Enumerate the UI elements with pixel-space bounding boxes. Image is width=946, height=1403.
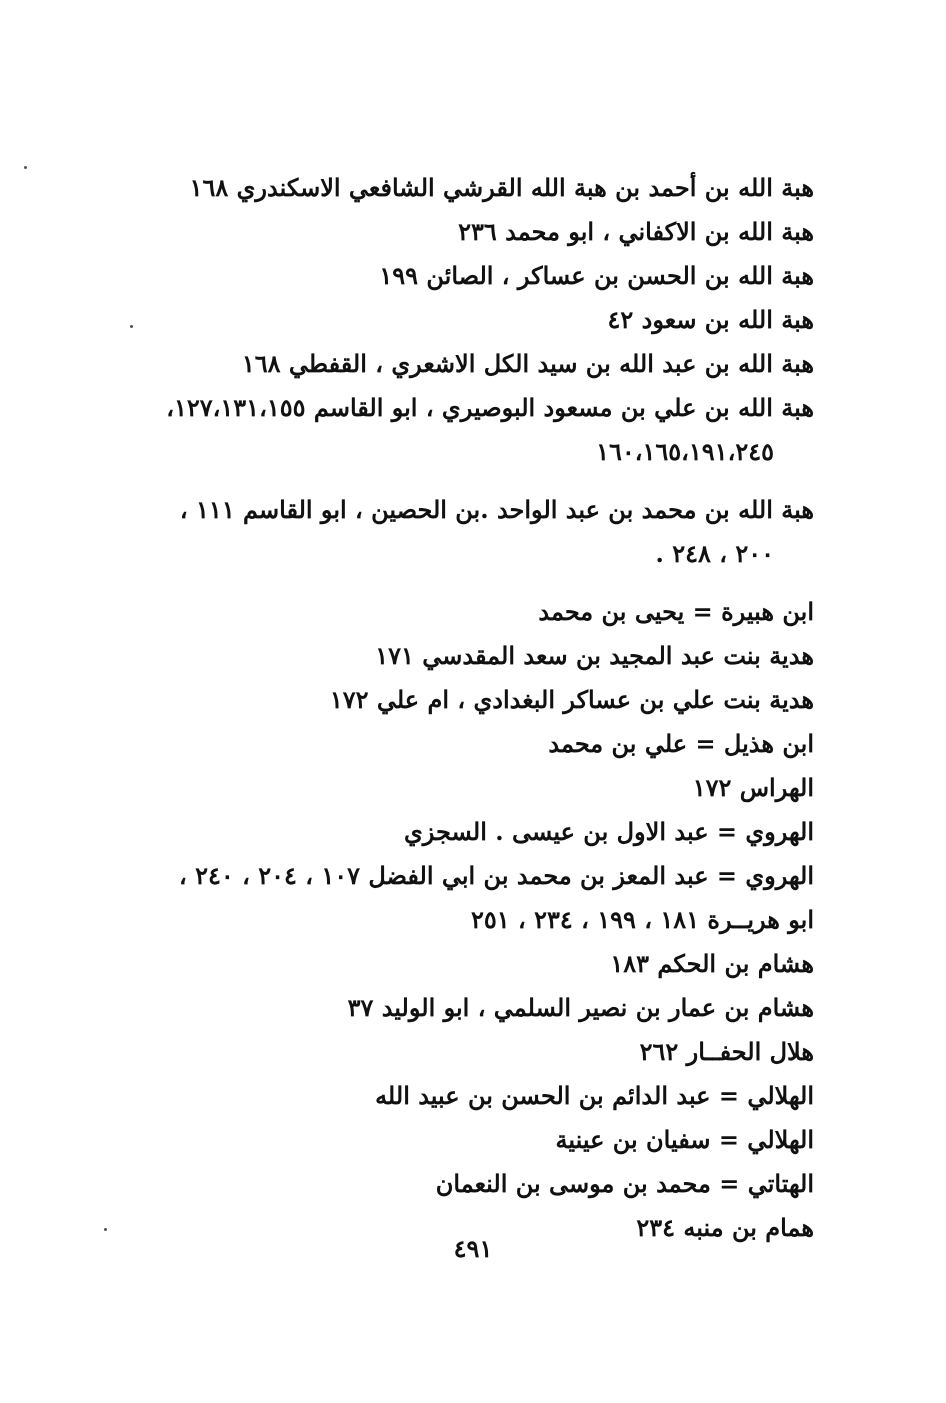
scan-speck: [130, 325, 133, 328]
index-entries: [154, 166, 814, 1250]
index-entry: ابن هذيل = علي بن محمد: [548, 729, 814, 758]
index-entry: الهلالي = سفيان بن عينية: [555, 1125, 814, 1154]
index-entry: الهراس ١٧٢: [692, 773, 814, 802]
index-entry: هلال الحفــار ٢٦٢: [639, 1037, 814, 1066]
index-entry: هبة الله بن الاكفاني ، ابو محمد ٢٣٦: [458, 217, 814, 246]
index-entry: هبة الله بن سعود ٤٢: [607, 305, 814, 334]
index-entry: هبة الله بن أحمد بن هبة الله القرشي الشافعي الاسكندري ١٦٨: [189, 173, 814, 202]
index-entry: الهلالي = عبد الدائم بن الحسن بن عبيد الله: [375, 1081, 814, 1110]
index-entry: همام بن منبه ٢٣٤: [636, 1213, 814, 1242]
index-entry: الهروي = عبد الاول بن عيسى . السجزي: [404, 817, 814, 846]
index-entry: هبة الله بن علي بن مسعود البوصيري ، ابو القاسم ١٢٧،١٣١،١٥٥،: [166, 393, 814, 422]
index-entry: هبة الله بن محمد بن عبد الواحد .بن الحصين ، ابو القاسم ١١١ ،: [179, 495, 814, 524]
index-entry: هبة الله بن عبد الله بن سيد الكل الاشعري ، القفطي ١٦٨: [241, 349, 814, 378]
index-entry-continuation: ٢٠٠ ، ٢٤٨ .: [655, 539, 774, 568]
page-number: ٤٩١: [453, 1234, 493, 1263]
index-entry: هشام بن الحكم ١٨٣: [610, 949, 814, 978]
index-entry: هدية بنت عبد المجيد بن سعد المقدسي ١٧١: [375, 641, 814, 670]
index-entry-continuation: ١٦٠،١٦٥،١٩١،٢٤٥: [596, 437, 774, 466]
index-entry: الهروي = عبد المعز بن محمد بن ابي الفضل ١٠٧ ، ٢٠٤ ، ٢٤٠ ،: [178, 861, 814, 890]
scan-speck: [24, 166, 27, 169]
scan-speck: [104, 1228, 107, 1231]
index-entry: هدية بنت علي بن عساكر البغدادي ، ام علي ١٧٢: [329, 685, 814, 714]
index-entry: ابن هبيرة = يحيى بن محمد: [538, 597, 814, 626]
index-entry: هبة الله بن الحسن بن عساكر ، الصائن ١٩٩: [379, 261, 814, 290]
index-entry: هشام بن عمار بن نصير السلمي ، ابو الوليد ٣٧: [347, 993, 814, 1022]
index-entry: ابو هريــرة ١٨١ ، ١٩٩ ، ٢٣٤ ، ٢٥١: [470, 905, 814, 934]
index-entry: الهتاتي = محمد بن موسى بن النعمان: [435, 1169, 814, 1198]
